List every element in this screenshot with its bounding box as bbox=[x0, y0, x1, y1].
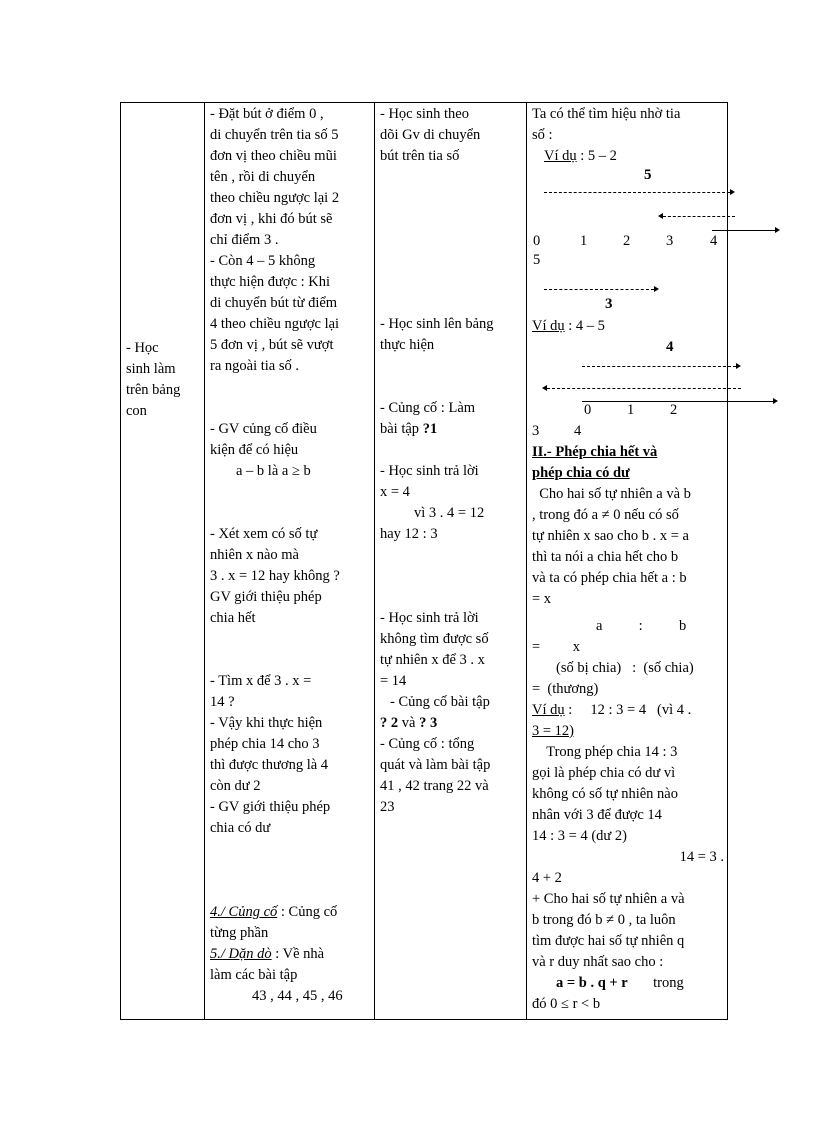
col3-student bbox=[380, 104, 520, 818]
col3-line: - Củng cố : Làm bbox=[380, 400, 476, 416]
condition-text: a – b là a ≥ b bbox=[236, 463, 311, 479]
vd-rest: : 5 – 2 bbox=[576, 148, 617, 164]
tick-label: 4 bbox=[574, 423, 582, 439]
col3-line: 41 , 42 trang 22 và bbox=[380, 778, 489, 794]
tick-label: 3 bbox=[666, 233, 674, 249]
section-2 bbox=[532, 442, 728, 1015]
col3-line: - Học sinh lên bảng bbox=[380, 316, 494, 332]
col4-content bbox=[532, 104, 728, 167]
tick-label: 1 bbox=[627, 402, 635, 418]
spacer bbox=[380, 167, 520, 314]
col3-line: - Học sinh trả lời bbox=[380, 463, 479, 479]
tick-label: 0 bbox=[584, 402, 592, 418]
col2-line: 3 . x = 12 hay không ? bbox=[210, 568, 340, 584]
col4-line: = x bbox=[532, 591, 552, 607]
col2-line: 5 đơn vị , bút sẽ vượt bbox=[210, 337, 334, 353]
col2-line: - Còn 4 – 5 không bbox=[210, 253, 316, 269]
col2-line: - Đặt bút ở điểm 0 , bbox=[210, 106, 324, 122]
col4-line: tự nhiên x sao cho b . x = a bbox=[532, 528, 689, 544]
arrow-dashed-right bbox=[544, 192, 730, 193]
example-2 bbox=[532, 316, 605, 337]
col2-line: - GV giới thiệu phép bbox=[210, 799, 331, 815]
col2-line: đơn vị theo chiều mũi bbox=[210, 148, 337, 164]
formula-line: (số bị chia) : (số chia) bbox=[556, 660, 694, 676]
col2-line: đơn vị , khi đó bút sẽ bbox=[210, 211, 333, 227]
col3-line: - Học sinh trả lời bbox=[380, 610, 479, 626]
col3-line: hay 12 : 3 bbox=[380, 526, 438, 542]
tick-label: 2 bbox=[623, 233, 631, 249]
col2-line: từng phần bbox=[210, 925, 269, 941]
column-divider-2 bbox=[374, 102, 375, 1020]
col2-line: di chuyển trên tia số 5 bbox=[210, 127, 339, 143]
cungco-label: 4./ Củng cố bbox=[210, 904, 278, 920]
label-5: 5 bbox=[644, 167, 652, 183]
col4-line: Ta có thể tìm hiệu nhờ tia bbox=[532, 106, 681, 122]
col3-line: vì 3 . 4 = 12 bbox=[414, 505, 485, 521]
col3-line: dõi Gv di chuyển bbox=[380, 127, 481, 143]
col2-line: chia hết bbox=[210, 610, 256, 626]
col2-line: - Tìm x để 3 . x = bbox=[210, 673, 312, 689]
tick-label: 1 bbox=[580, 233, 588, 249]
formula-line: a : b bbox=[596, 618, 687, 634]
col2-line: còn dư 2 bbox=[210, 778, 261, 794]
col2-line: GV giới thiệu phép bbox=[210, 589, 322, 605]
col3-line: 23 bbox=[380, 799, 395, 815]
col2-line: chia có dư bbox=[210, 820, 271, 836]
exercise-ref: ? 3 bbox=[419, 715, 438, 731]
formula-line bbox=[532, 973, 728, 994]
col4-line: 14 : 3 = 4 (dư 2) bbox=[532, 828, 627, 844]
col4-line: số : bbox=[532, 127, 553, 143]
col2-line: tên , rồi di chuyển bbox=[210, 169, 316, 185]
tick-label: 4 bbox=[710, 233, 718, 249]
col2-line: di chuyển bút từ điểm bbox=[210, 295, 338, 311]
arrow-dashed-right bbox=[582, 366, 736, 367]
col3-line: thực hiện bbox=[380, 337, 435, 353]
col3-line bbox=[380, 419, 520, 440]
bai-tap-text: bài tập bbox=[380, 421, 423, 437]
arrow-head-right bbox=[773, 398, 778, 404]
col4-line: và r duy nhất sao cho : bbox=[532, 954, 664, 970]
number-line-2 bbox=[582, 401, 774, 402]
dando-label: 5./ Dặn dò bbox=[210, 946, 272, 962]
col4-line: Cho hai số tự nhiên a và b bbox=[532, 486, 691, 502]
section-heading: II.- Phép chia hết và bbox=[532, 444, 658, 460]
arrow-dashed-left bbox=[663, 216, 735, 217]
dando-rest: : Về nhà bbox=[271, 946, 325, 962]
col4-line: nhân với 3 để được 14 bbox=[532, 807, 662, 823]
col1-activity bbox=[126, 338, 200, 422]
col2-line: làm các bài tập bbox=[210, 967, 298, 983]
col4-line: Trong phép chia 14 : 3 bbox=[532, 744, 678, 760]
col3-line: - Củng cố : tổng bbox=[380, 736, 475, 752]
label-4: 4 bbox=[666, 339, 674, 355]
arrow-dashed-left bbox=[547, 388, 741, 389]
example-3 bbox=[532, 700, 728, 721]
col3-line: không tìm được số bbox=[380, 631, 489, 647]
arrow-head-right bbox=[730, 189, 735, 195]
col1-line: - Học bbox=[126, 340, 159, 356]
col1-line: con bbox=[126, 403, 147, 419]
formula-line: = (thương) bbox=[532, 681, 599, 697]
col1-line: trên bảng bbox=[126, 382, 181, 398]
col2-line: ra ngoài tia số . bbox=[210, 358, 299, 374]
dando-line bbox=[210, 944, 370, 965]
col4-line: và ta có phép chia hết a : b bbox=[532, 570, 687, 586]
spacer bbox=[380, 356, 520, 398]
column-divider-1 bbox=[204, 102, 205, 1020]
col2-line: - Xét xem có số tự bbox=[210, 526, 318, 542]
col4-line: 3 = 12) bbox=[532, 723, 575, 739]
number-line-1 bbox=[712, 230, 776, 231]
exercise-ref: ? 2 bbox=[380, 715, 399, 731]
col4-line: , trong đó a ≠ 0 nếu có số bbox=[532, 507, 679, 523]
spacer bbox=[210, 482, 370, 524]
col2-line: thì được thương là 4 bbox=[210, 757, 329, 773]
col4-line: b trong đó b ≠ 0 , ta luôn bbox=[532, 912, 676, 928]
arrow-head-right bbox=[775, 227, 780, 233]
and-text: và bbox=[398, 715, 420, 731]
cungco-rest: : Củng cố bbox=[277, 904, 338, 920]
col2-line: 14 ? bbox=[210, 694, 235, 710]
col1-line: sinh làm bbox=[126, 361, 176, 377]
spacer bbox=[380, 440, 520, 461]
col2-line: 43 , 44 , 45 , 46 bbox=[252, 988, 343, 1004]
col3-line: = 14 bbox=[380, 673, 407, 689]
exercise-ref: ?1 bbox=[422, 421, 438, 437]
spacer bbox=[210, 629, 370, 671]
col4-line: tìm được hai số tự nhiên q bbox=[532, 933, 685, 949]
col3-line: quát và làm bài tập bbox=[380, 757, 491, 773]
col4-line: + Cho hai số tự nhiên a và bbox=[532, 891, 685, 907]
col2-line: theo chiều ngược lại 2 bbox=[210, 190, 340, 206]
col4-line: gọi là phép chia có dư vì bbox=[532, 765, 676, 781]
main-formula: a = b . q + r bbox=[556, 975, 628, 991]
arrow-head-right bbox=[736, 363, 741, 369]
col3-line: tự nhiên x để 3 . x bbox=[380, 652, 485, 668]
spacer bbox=[210, 377, 370, 419]
col4-line: 4 + 2 bbox=[532, 870, 562, 886]
col3-line: - Củng cố bài tập bbox=[390, 694, 490, 710]
col2-line: phép chia 14 cho 3 bbox=[210, 736, 320, 752]
col3-line: - Học sinh theo bbox=[380, 106, 469, 122]
col4-line: thì ta nói a chia hết cho b bbox=[532, 549, 679, 565]
arrow-dashed-right bbox=[544, 289, 654, 290]
col3-line: bút trên tia số bbox=[380, 148, 460, 164]
vd-label: Ví dụ bbox=[544, 148, 577, 164]
col2-line: - GV củng cố điều bbox=[210, 421, 317, 437]
col2-line: thực hiện được : Khi bbox=[210, 274, 331, 290]
col2-line: kiện để có hiệu bbox=[210, 442, 299, 458]
col4-line: không có số tự nhiên nào bbox=[532, 786, 678, 802]
tick-label: 0 bbox=[533, 233, 541, 249]
formula-tail: trong bbox=[627, 975, 684, 991]
column-divider-3 bbox=[526, 102, 527, 1020]
col2-line: nhiên x nào mà bbox=[210, 547, 299, 563]
col3-line: x = 4 bbox=[380, 484, 410, 500]
section-heading: phép chia có dư bbox=[532, 465, 630, 481]
vd-label: Ví dụ bbox=[532, 702, 565, 718]
spacer bbox=[380, 545, 520, 608]
vd-label: Ví dụ bbox=[532, 318, 565, 334]
spacer bbox=[210, 839, 370, 902]
col4-line: 14 = 3 . bbox=[679, 849, 724, 865]
example-1 bbox=[532, 146, 728, 167]
col4-line: đó 0 ≤ r < b bbox=[532, 996, 601, 1012]
formula-line: = x bbox=[532, 639, 581, 655]
col2-line: chỉ điểm 3 . bbox=[210, 232, 279, 248]
cungco-line bbox=[210, 902, 370, 923]
tick-label: 5 bbox=[533, 252, 541, 268]
vd-rest: : 12 : 3 = 4 (vì 4 . bbox=[564, 702, 692, 718]
col2-line: - Vậy khi thực hiện bbox=[210, 715, 323, 731]
col2-teacher bbox=[210, 104, 370, 1007]
col2-line: 4 theo chiều ngược lại bbox=[210, 316, 340, 332]
vd-rest: : 4 – 5 bbox=[564, 318, 605, 334]
arrow-head-right bbox=[654, 286, 659, 292]
tick-label: 3 bbox=[532, 423, 540, 439]
label-3: 3 bbox=[605, 296, 613, 312]
tick-label: 2 bbox=[670, 402, 678, 418]
col3-line bbox=[380, 713, 520, 734]
